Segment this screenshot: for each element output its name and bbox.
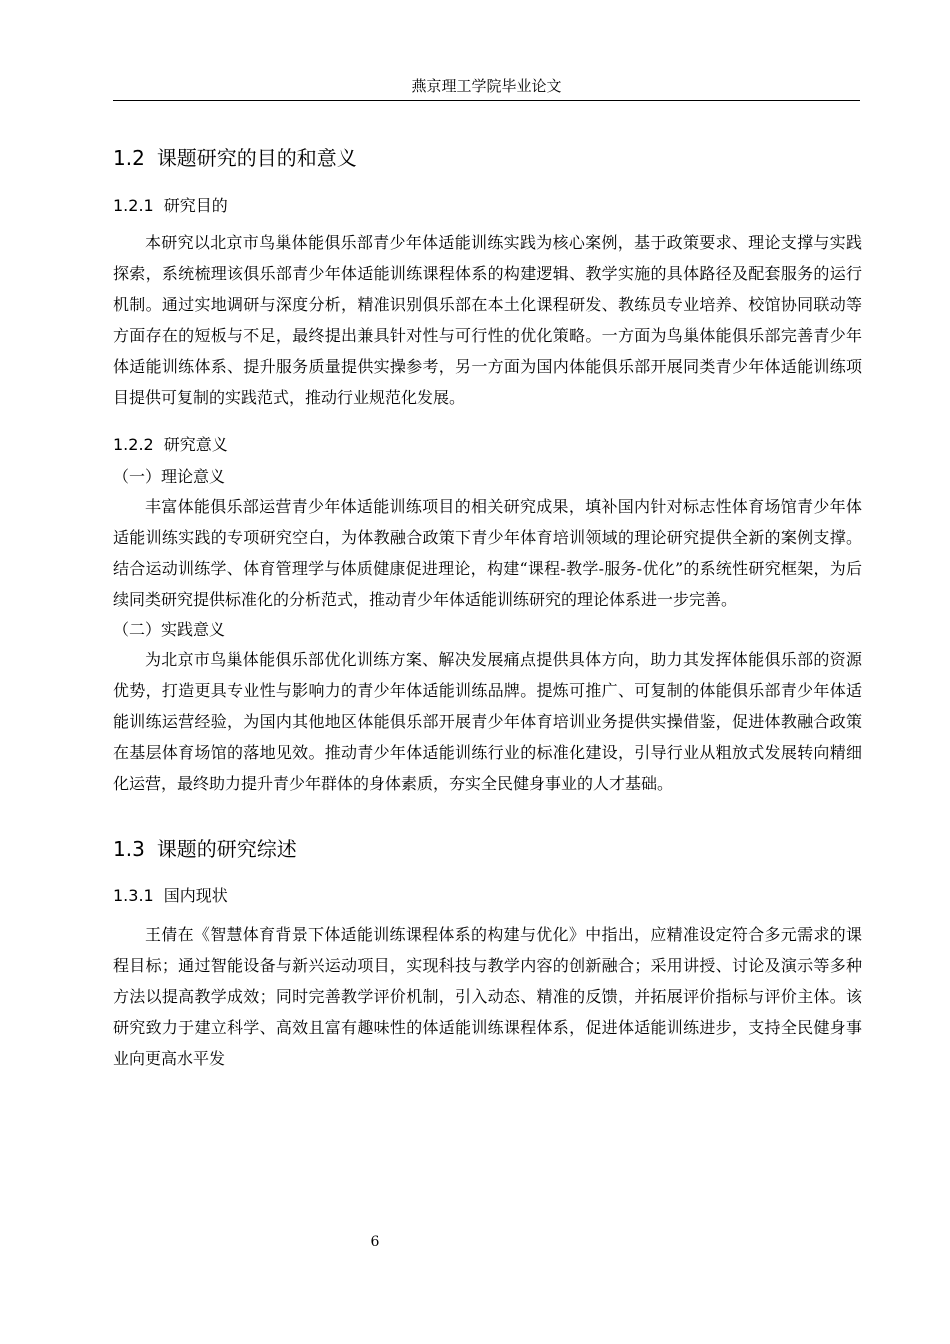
subsection-title: 国内现状: [163, 886, 228, 905]
section-number: 1.3: [113, 837, 145, 861]
item-label-practical: （二）实践意义: [113, 620, 226, 639]
item-label-theoretical: （一）理论意义: [113, 467, 226, 486]
paragraph-theoretical-significance: 丰富体能俱乐部运营青少年体适能训练项目的相关研究成果，填补国内针对标志性体育场馆青少年体适能训练实践的专项研究空白，为体教融合政策下青少年体育培训领域的理论研究提供全新的案例支撑。结合运动训练学、体育管理学与体质健康促进理论，构建“课程-教学-服务-优化”的系统性研究框架，为后续同类研究提供标准化的分析范式，推动青少年体适能训练研究的理论体系进一步完善。: [113, 497, 862, 609]
section-title: 课题的研究综述: [156, 837, 297, 861]
subsection-number: 1.2.2: [113, 435, 154, 454]
paragraph-research-purpose: 本研究以北京市鸟巢体能俱乐部青少年体适能训练实践为核心案例，基于政策要求、理论支撑与实践探索，系统梳理该俱乐部青少年体适能训练课程体系的构建逻辑、教学实施的具体路径及配套服务的运行机制。通过实地调研与深度分析，精准识别俱乐部在本土化课程研发、教练员专业培养、校馆协同联动等方面存在的短板与不足，最终提出兼具针对性与可行性的优化策略。一方面为鸟巢体能俱乐部完善青少年体适能训练体系、提升服务质量提供实操参考，另一方面为国内体能俱乐部开展同类青少年体适能训练项目提供可复制的实践范式，推动行业规范化发展。: [113, 233, 862, 407]
section-number: 1.2: [113, 146, 145, 170]
subsection-number: 1.2.1: [113, 196, 154, 215]
header-rule: [113, 100, 860, 101]
subsection-heading-1-2-1: [113, 191, 862, 221]
page-content: [113, 138, 862, 1074]
subsection-heading-1-3-1: [113, 881, 862, 911]
subsection-heading-1-2-2: [113, 430, 862, 460]
page-number: 6: [370, 1234, 380, 1250]
subsection-number: 1.3.1: [113, 886, 154, 905]
section-heading-1-2: [113, 138, 862, 178]
running-header: 燕京理工学院毕业论文: [411, 77, 562, 95]
section-title: 课题研究的目的和意义: [156, 146, 357, 170]
subsection-title: 研究目的: [163, 196, 228, 215]
subsection-title: 研究意义: [163, 435, 228, 454]
section-heading-1-3: [113, 829, 862, 869]
paragraph-practical-significance: 为北京市鸟巢体能俱乐部优化训练方案、解决发展痛点提供具体方向，助力其发挥体能俱乐部的资源优势，打造更具专业性与影响力的青少年体适能训练品牌。提炼可推广、可复制的体能俱乐部青少年体适能训练运营经验，为国内其他地区体能俱乐部开展青少年体育培训业务提供实操借鉴，促进体教融合政策在基层体育场馆的落地见效。推动青少年体适能训练行业的标准化建设，引导行业从粗放式发展转向精细化运营，最终助力提升青少年群体的身体素质，夯实全民健身事业的人才基础。: [113, 650, 862, 793]
paragraph-domestic-status: 王倩在《智慧体育背景下体适能训练课程体系的构建与优化》中指出，应精准设定符合多元需求的课程目标；通过智能设备与新兴运动项目，实现科技与教学内容的创新融合；采用讲授、讨论及演示等多种方法以提高教学成效；同时完善教学评价机制，引入动态、精准的反馈，并拓展评价指标与评价主体。该研究致力于建立科学、高效且富有趣味性的体适能训练课程体系，促进体适能训练进步，支持全民健身事业向更高水平发: [113, 925, 862, 1068]
